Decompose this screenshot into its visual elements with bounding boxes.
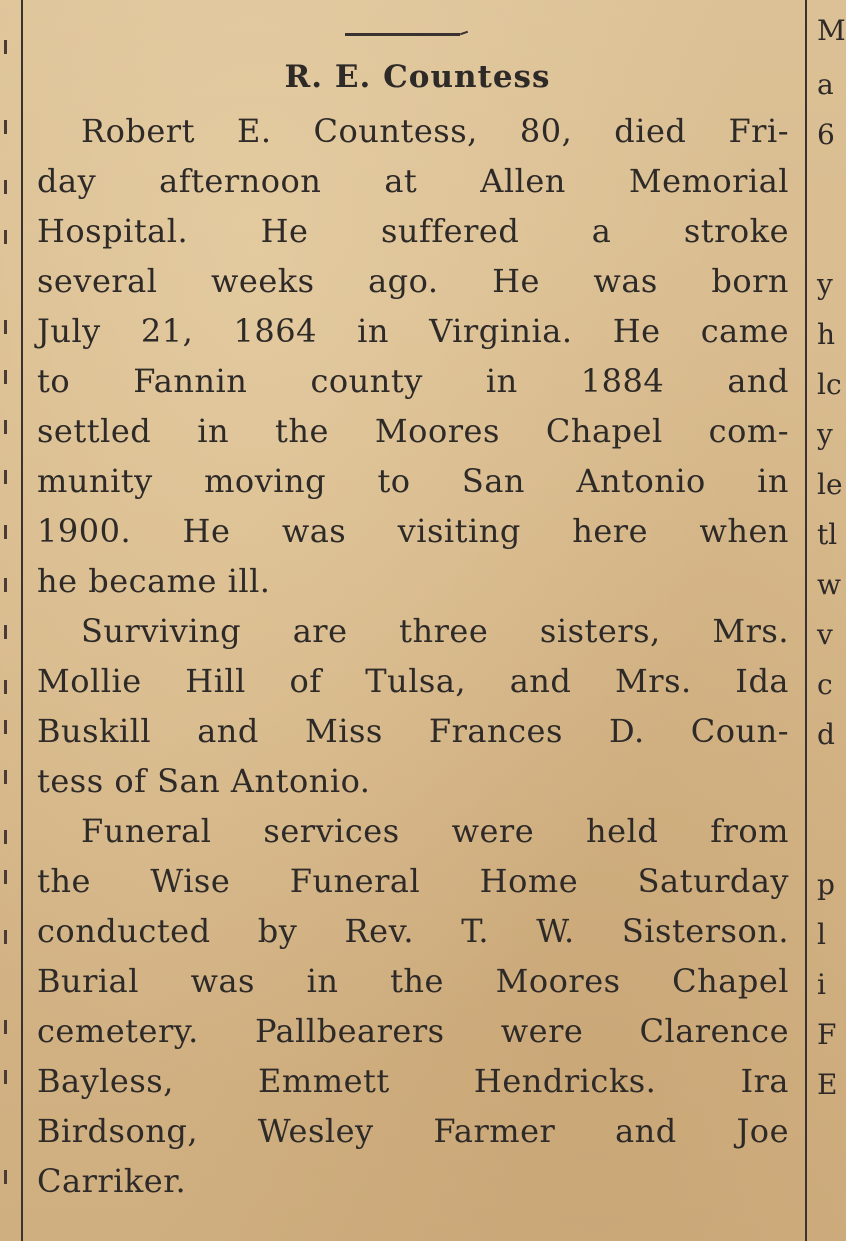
fragment: M	[817, 14, 846, 47]
text-line: Robert E. Countess, 80, died Fri-	[81, 112, 789, 150]
section-divider	[345, 33, 460, 36]
fragment: c	[817, 668, 833, 701]
fragment: p	[817, 868, 835, 901]
right-column-rule	[805, 0, 807, 1241]
obituary-body	[37, 106, 789, 1206]
text-line: July 21, 1864 in Virginia. He came	[37, 312, 789, 350]
text-line: he became ill.	[37, 562, 271, 600]
fragment: y	[817, 418, 833, 451]
fragment: le	[817, 468, 843, 501]
text-line: Hospital. He suffered a stroke	[37, 212, 789, 250]
fragment: y	[817, 268, 833, 301]
text-line: 1900. He was visiting here when	[37, 512, 789, 550]
text-line: tess of San Antonio.	[37, 762, 371, 800]
text-line: to Fannin county in 1884 and	[37, 362, 789, 400]
left-column-rule	[21, 0, 23, 1241]
fragment: a	[817, 68, 834, 101]
text-line: Funeral services were held from	[81, 812, 789, 850]
fragment: v	[817, 618, 833, 651]
text-line: Buskill and Miss Frances D. Coun-	[37, 712, 789, 750]
adjacent-column-fragments	[813, 0, 846, 1241]
text-line: Burial was in the Moores Chapel	[37, 962, 789, 1000]
text-line: cemetery. Pallbearers were Clarence	[37, 1012, 789, 1050]
text-line: Carriker.	[37, 1162, 187, 1200]
text-line: Birdsong, Wesley Farmer and Joe	[37, 1112, 789, 1150]
fragment: 6	[817, 118, 835, 151]
text-line: Bayless, Emmett Hendricks. Ira	[37, 1062, 789, 1100]
text-line: conducted by Rev. T. W. Sisterson.	[37, 912, 789, 950]
fragment: h	[817, 318, 836, 351]
text-line: the Wise Funeral Home Saturday	[37, 862, 789, 900]
fragment: tl	[817, 518, 838, 551]
text-line: several weeks ago. He was born	[37, 262, 789, 300]
text-line: Mollie Hill of Tulsa, and Mrs. Ida	[37, 662, 789, 700]
text-line: settled in the Moores Chapel com-	[37, 412, 789, 450]
fragment: d	[817, 718, 835, 751]
fragment: F	[817, 1018, 837, 1051]
text-line: munity moving to San Antonio in	[37, 462, 789, 500]
obituary-headline: R. E. Countess	[284, 59, 551, 95]
fragment: lc	[817, 368, 842, 401]
fragment: E	[817, 1068, 838, 1101]
text-line: Surviving are three sisters, Mrs.	[81, 612, 789, 650]
text-line: day afternoon at Allen Memorial	[37, 162, 789, 200]
left-column-edge	[0, 0, 20, 1241]
fragment: i	[817, 968, 826, 1001]
fragment: l	[817, 918, 826, 951]
fragment: w	[817, 568, 841, 601]
